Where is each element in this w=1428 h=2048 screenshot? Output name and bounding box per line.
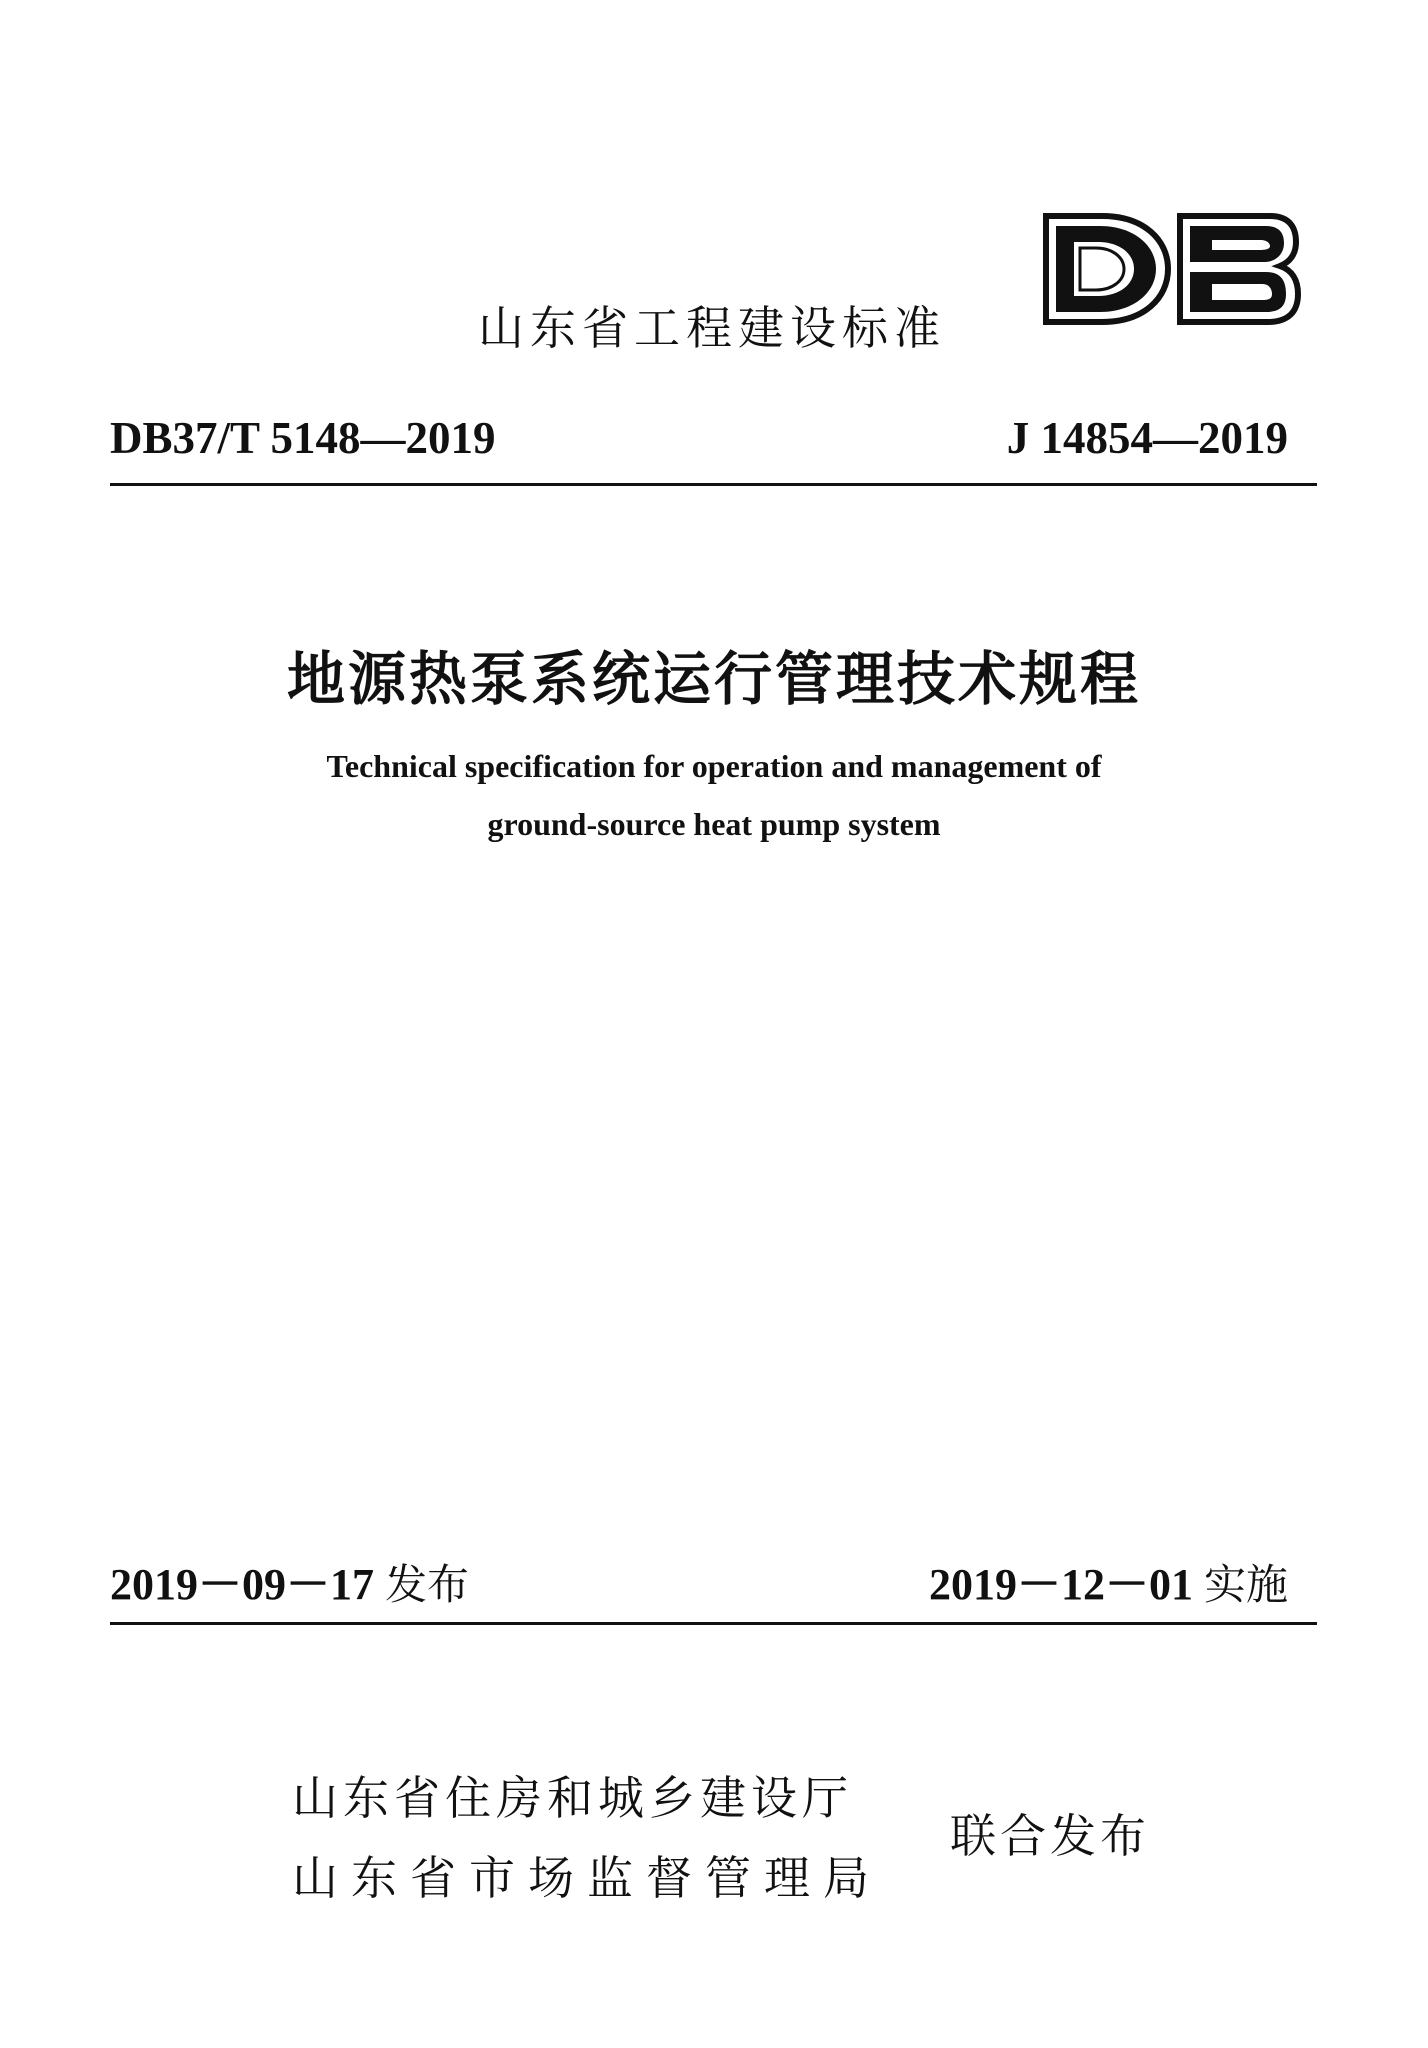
standard-category-label: 山东省工程建设标准 <box>478 301 946 355</box>
joint-release-label: 联合发布 <box>950 1809 1150 1863</box>
effective-date: 2019－12－01 <box>928 1560 1193 1609</box>
issue-label: 发布 <box>385 1560 470 1609</box>
issuer-housing-department: 山东省住房和城乡建设厅 <box>292 1771 853 1825</box>
effective-label: 实施 <box>1203 1560 1288 1609</box>
effective-date-line <box>929 1548 1288 1612</box>
top-divider <box>110 483 1317 486</box>
issuer-market-regulation-bureau: 山东省市场监督管理局 <box>292 1851 882 1905</box>
title-english-line-1: Technical specification for operation and management of <box>326 748 1102 784</box>
issue-date-line <box>110 1548 469 1612</box>
bottom-divider <box>110 1622 1317 1625</box>
title-english-line-2: ground-source heat pump system <box>487 806 941 842</box>
issue-date: 2019－09－17 <box>110 1560 374 1609</box>
db-logo <box>1040 210 1302 328</box>
record-number: J 14854—2019 <box>1006 413 1288 463</box>
standard-number: DB37/T 5148—2019 <box>110 413 496 463</box>
title-chinese: 地源热泵系统运行管理技术规程 <box>286 645 1141 713</box>
